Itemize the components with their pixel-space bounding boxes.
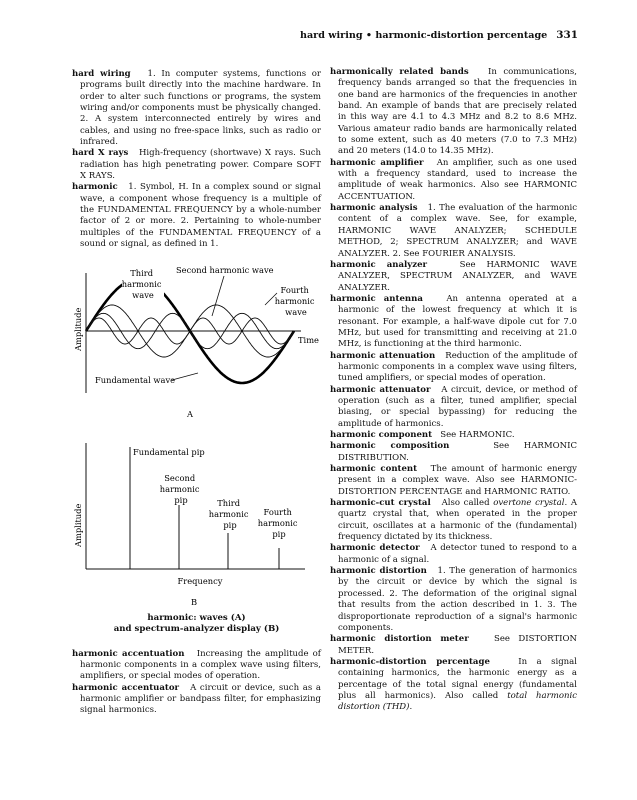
entry-text: See HARMONIC. [440, 430, 515, 440]
entry-text: A circuit, device, or method of operation (such as a filter, tuned amplifier, special biasing, or special bypassing) for reducing the amplitude of harmonics. [338, 384, 577, 429]
left-column [72, 69, 321, 717]
entry [330, 657, 577, 714]
entry [330, 441, 577, 464]
entry-term: hard X rays [72, 148, 129, 159]
entry-term: harmonic amplifier [330, 157, 424, 168]
entry-text: 1. The generation of harmonics by the circuit or device by which the signal is processed. 2. The deformation of the original signal that results from the action described in 1. 3. The disproportionate reproduction of a signal's harmonic components. [338, 566, 577, 633]
entry-text: See HARMONIC WAVE ANALYZER, SPECTRUM ANALYZER, and WAVE ANALYZER. [338, 259, 578, 293]
entry-text: An amplifier, such as one used with a frequency standard, used to increase the amplitude of weak harmonics. Also see HARMONIC ACCENTUATION. [338, 157, 577, 202]
entry-text: Also called [441, 498, 490, 509]
entry-harmonic-accentuation [72, 649, 321, 683]
entry-text: Reduction of the amplitude of harmonic components in a complex wave using filters, tuned amplifiers, or special modes of operation. [338, 350, 577, 384]
amplitude-label: Amplitude [73, 307, 83, 351]
entry-term: harmonic analyzer [330, 259, 428, 270]
figure-waves [72, 265, 321, 425]
entry-text: See DISTORTION METER. [338, 634, 578, 656]
entry-harmonic [72, 182, 321, 250]
entry-text: A detector tuned to respond to a harmonic of a signal. [338, 543, 577, 565]
entry [330, 634, 577, 657]
entry [330, 543, 577, 566]
entry-term: harmonic accentuator [72, 682, 180, 693]
entry-text: 1. The evaluation of the harmonic content of a complex wave. See, for example, HARMONIC WAVE ANALYZER; SCHEDULE METHOD, 2; SPECTRUM ANALYZER; and WAVE ANALYZER. 2. See FOURIER ANALYSIS. [338, 203, 578, 259]
entry-text: High-frequency (shortwave) X rays. Such radiation has high penetrating power. Compare SOFT X RAYS. [80, 148, 321, 182]
entry-hard-x-rays [72, 148, 321, 182]
fourth-pip-label: Fourth harmonic pip [257, 506, 298, 539]
entry-term: harmonic antenna [330, 293, 423, 304]
figure-a-letter: A [187, 408, 193, 419]
entry [330, 158, 577, 203]
right-column [330, 67, 577, 714]
entry-term: harmonic-distortion percentage [330, 656, 490, 667]
caption-line: and spectrum-analyzer display (B) [113, 623, 280, 634]
entry-hard-wiring [72, 69, 321, 148]
entry-term: harmonic component [330, 430, 433, 440]
frequency-label: Frequency [177, 575, 223, 586]
caption-line: harmonic: waves (A) [147, 612, 246, 623]
entry-text: The amount of harmonic energy present in a complex wave. Also see HARMONIC-DISTORTION PERCENTAGE and HARMONIC RATIO. [338, 464, 578, 497]
entry-term: harmonic distortion [330, 566, 427, 577]
entry [330, 67, 577, 158]
running-head: hard wiring • harmonic-distortion percentage [299, 30, 548, 41]
fundamental-leader [172, 373, 198, 380]
entry-term: harmonic detector [330, 543, 420, 554]
entry-text: An antenna operated at a harmonic of the lowest frequency at which it is resonant. For example, a half-wave dipole cut for 7.0 MHz, but used for transmitting and receiving at 21.0 MHz, is functioning at the third harmonic. [338, 293, 577, 350]
entry [330, 430, 577, 441]
amplitude-label: Amplitude [73, 503, 83, 547]
fourth-harmonic-label: Fourth harmonic wave [274, 284, 315, 317]
entry-italic: overtone crystal. [493, 498, 568, 509]
entry-term: harmonic analysis [330, 203, 418, 214]
entry-term: hard wiring [72, 69, 131, 79]
entry-text: A quartz crystal that, when operated in the proper circuit, oscillates at a harmonic of the (fundamental) frequency dictated by its thickness. [338, 498, 577, 543]
entry [330, 498, 577, 543]
entry [330, 385, 577, 430]
entry-term: harmonic attenuator [330, 384, 431, 395]
figure-spectrum [72, 443, 321, 611]
time-label: Time [298, 334, 319, 345]
entry-text: 1. In computer systems, functions or programs built directly into the machine hardware. In order to alter such functions or programs, the system wiring and/or components must be physically changed. 2. A system interconnected entirely by wires and cables, and using no free-space links, such as radio or infrared. [80, 69, 321, 148]
entry [330, 260, 577, 294]
entry [330, 294, 577, 351]
entry-term: harmonic accentuation [72, 648, 185, 659]
spectrum-diagram [72, 443, 321, 611]
entry [330, 351, 577, 385]
fundamental-label: Fundamental wave [95, 374, 176, 385]
entry-term: harmonic composition [330, 441, 450, 452]
entry-harmonic-accentuator [72, 683, 321, 717]
entry [330, 203, 577, 260]
entry-term: harmonically related bands [330, 67, 469, 77]
figure-caption [72, 613, 321, 635]
entry [330, 566, 577, 634]
figure-b-letter: B [190, 596, 198, 607]
entry-text: Increasing the amplitude of harmonic components in a complex wave using filters, amplifiers, or special modes of operation. [80, 648, 321, 682]
fundamental-pip-label: Fundamental pip [133, 446, 205, 457]
waves-diagram [72, 265, 321, 425]
second-harmonic-label: Second harmonic wave [176, 264, 274, 275]
second-pip-label: Second harmonic pip [159, 472, 200, 505]
entry-text: A circuit or device, such as a harmonic amplifier or bandpass filter, for emphasizing signal harmonics. [80, 682, 321, 716]
entry-text: 1. Symbol, H. In a complex sound or signal wave, a component whose frequency is a multiple of the FUNDAMENTAL FREQUENCY by a whole-number factor of 2 or more. 2. Pertaining to whole-number multiples of the FUNDAMENTAL FREQUENCY of a sound or signal, as defined in 1. [80, 182, 321, 250]
entry-term: harmonic [72, 182, 118, 193]
running-header [300, 29, 578, 41]
entry-term: harmonic content [330, 464, 418, 475]
entry-term: harmonic attenuation [330, 350, 436, 361]
second-leader [212, 276, 224, 316]
entry-text: In communications, frequency bands arranged so that the frequencies in one band are harmonics of the frequencies in another band. An example of bands that are precisely related in this way are 4.1 to 4.3 MHz and 8.2 to 8.6 MHz. Various amateur radio bands are harmonically related to some extent, such as 40 meters (7.0 to 7.3 MHz) and 20 meters (14.0 to 14.35 MHz). [338, 67, 578, 157]
entry [330, 464, 577, 498]
third-pip-label: Third harmonic pip [208, 497, 249, 530]
page-number: 331 [556, 29, 578, 41]
third-harmonic-label: Third harmonic wave [121, 267, 162, 300]
entry-term: harmonic distortion meter [330, 634, 469, 645]
entry-text: See HARMONIC DISTRIBUTION. [338, 441, 578, 463]
entry-italic: total harmonic distortion (THD). [338, 690, 577, 713]
entry-term: harmonic-cut crystal [330, 498, 431, 509]
entry-text: In a signal containing harmonics, the harmonic energy as a percentage of the total signal energy (fundamental plus all harmonics). Also called [338, 656, 578, 701]
